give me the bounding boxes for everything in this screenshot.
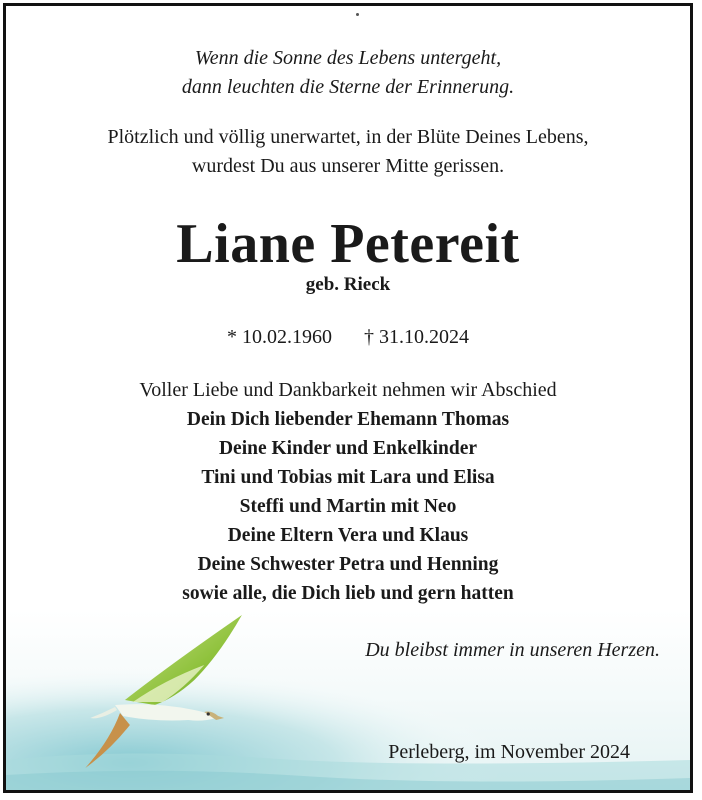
place-and-date: Perleberg, im November 2024 <box>388 741 630 763</box>
intro-text <box>6 123 690 181</box>
farewell-block <box>6 376 690 608</box>
intro-line-2: wurdest Du aus unserer Mitte gerissen. <box>191 155 505 177</box>
top-mark-dot <box>356 13 359 16</box>
motto-line-1: Wenn die Sonne des Lebens untergeht, <box>194 47 502 69</box>
mourner-line: Dein Dich liebender Ehemann Thomas <box>186 409 510 430</box>
mourner-line: Deine Schwester Petra und Henning <box>197 554 499 575</box>
farewell-intro: Voller Liebe und Dankbarkeit nehmen wir Abschied <box>139 379 557 401</box>
obituary-notice <box>3 3 693 793</box>
closing-line: Du bleibst immer in unseren Herzen. <box>365 639 660 661</box>
mourner-line: sowie alle, die Dich lieb und gern hatten <box>182 583 514 604</box>
mourner-line: Deine Kinder und Enkelkinder <box>218 438 478 459</box>
deceased-name: Liane Petereit <box>176 213 520 275</box>
death-date: † 31.10.2024 <box>364 326 469 348</box>
birth-date: * 10.02.1960 <box>227 326 332 348</box>
mourner-line: Deine Eltern Vera und Klaus <box>227 525 469 546</box>
mourner-line: Steffi und Martin mit Neo <box>239 496 457 517</box>
motto-quote <box>6 44 690 102</box>
maiden-name: geb. Rieck <box>305 274 391 295</box>
intro-line-1: Plötzlich und völlig unerwartet, in der Blüte Deines Lebens, <box>107 126 589 148</box>
life-dates <box>6 323 690 351</box>
mourner-line: Tini und Tobias mit Lara und Elisa <box>201 467 495 488</box>
motto-line-2: dann leuchten die Sterne der Erinnerung. <box>181 76 515 98</box>
